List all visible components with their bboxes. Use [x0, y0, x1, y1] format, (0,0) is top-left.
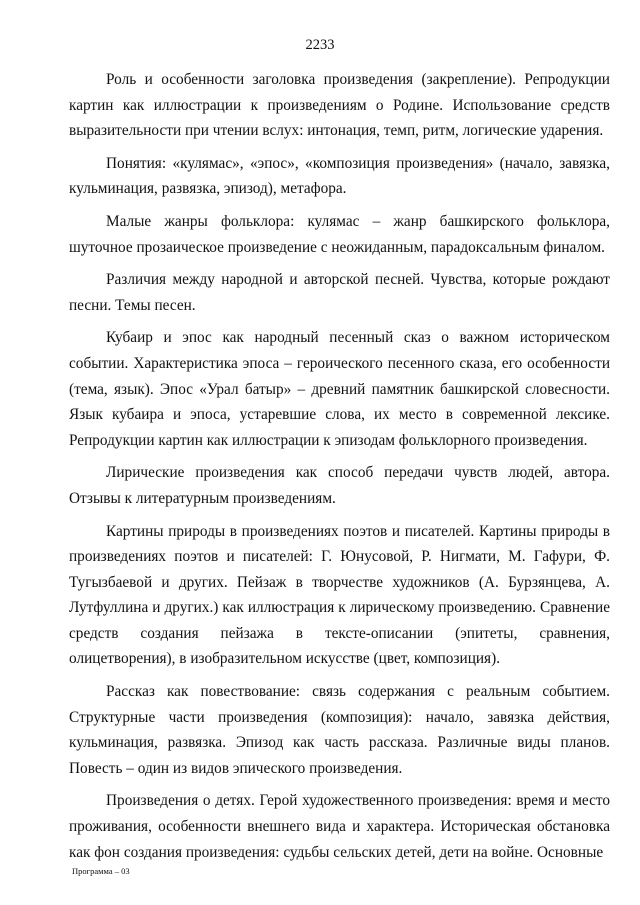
paragraph: Различия между народной и авторской песней. Чувства, которые рождают песни. Темы песен.: [69, 271, 610, 314]
paragraph: Роль и особенности заголовка произведения (закрепление). Репродукции картин как иллюстрации к произведениям о Родине. Использование средств выразительности при чтении вслух: интонация, темп, ритм, логические ударения.: [69, 71, 610, 140]
paragraph: Картины природы в произведениях поэтов и писателей. Картины природы в произведениях поэтов и писателей: Г. Юнусовой, Р. Нигмати, М. Гафури, Ф. Тугызбаевой и других. Пейзаж в творчестве художников (А. Бурзянцева, А. Лутфуллина и других.) как иллюстрация к лирическому произведению. Сравнение средств создания пейзажа в тексте-описании (эпитеты, сравнения, олицетворения), в изобразительном искусстве (цвет, композиция).: [69, 522, 610, 668]
paragraph: Понятия: «кулямас», «эпос», «композиция произведения» (начало, завязка, кульминация, развязка, эпизод), метафора.: [69, 154, 610, 198]
page-footer: Программа – 03: [72, 866, 130, 876]
paragraph: Лирические произведения как способ передачи чувств людей, автора. Отзывы к литературным произведениям.: [69, 464, 610, 507]
paragraph: Произведения о детях. Герой художественного произведения: время и место проживания, особенности внешнего вида и характера. Историческая обстановка как фон создания произведения: судьбы сельских детей, дети на войне. Основные: [69, 792, 610, 861]
paragraph: Малые жанры фольклора: кулямас – жанр башкирского фольклора, шуточное прозаическое произведение с неожиданным, парадоксальным финалом.: [69, 212, 610, 256]
page-number: 2233: [305, 37, 335, 53]
document-body: [69, 67, 610, 872]
paragraph: Рассказ как повествование: связь содержания с реальным событием. Структурные части произведения (композиция): начало, завязка действия, кульминация, развязка. Эпизод как часть рассказа. Различные виды планов. Повесть – один из видов эпического произведения.: [69, 683, 610, 777]
paragraph: Кубаир и эпос как народный песенный сказ о важном историческом событии. Характеристика эпоса – героического песенного сказа, его особенности (тема, язык). Эпос «Урал батыр» – древний памятник башкирской словесности. Язык кубаира и эпоса, устаревшие слова, их место в современной лексике. Репродукции картин как иллюстрации к эпизодам фольклорного произведения.: [69, 329, 610, 449]
